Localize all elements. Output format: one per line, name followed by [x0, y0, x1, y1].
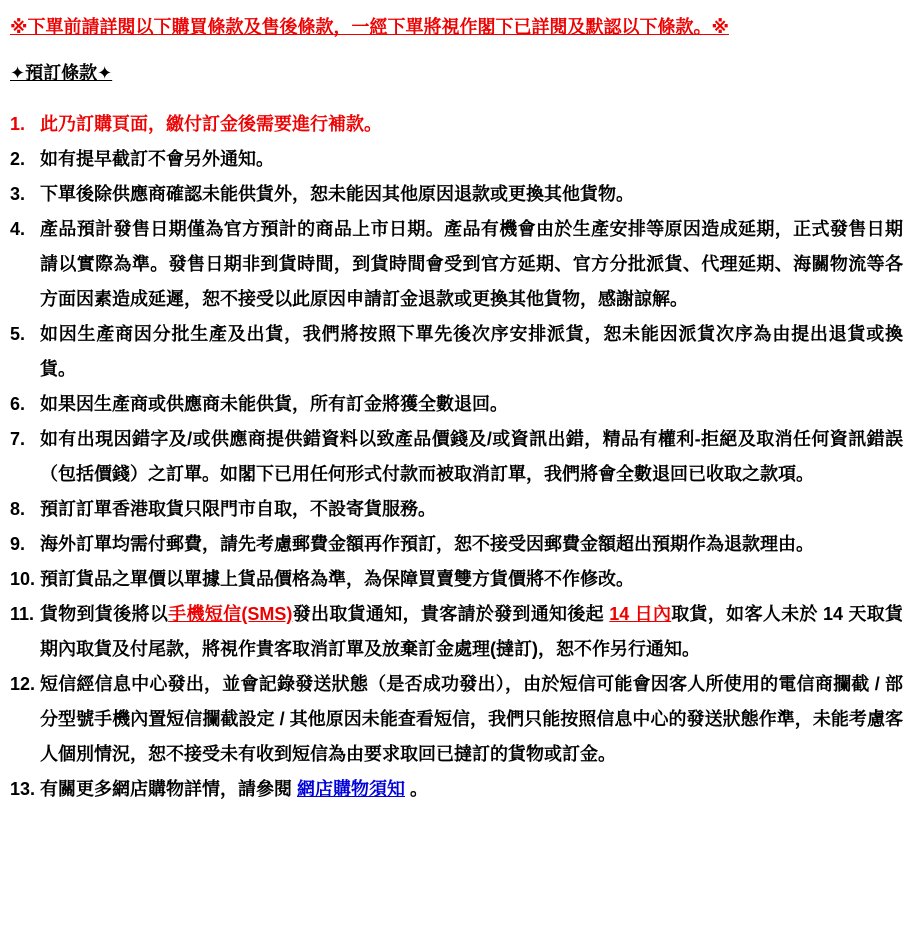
- term-text: 預訂貨品之單價以單據上貨品價格為準，為保障買賣雙方貨價將不作修改。: [40, 569, 634, 589]
- term-text: 海外訂單均需付郵費，請先考慮郵費金額再作預訂，恕不接受因郵費金額超出預期作為退款理由。: [40, 534, 814, 554]
- term-item: [10, 317, 903, 387]
- term-text: 如有提早截訂不會另外通知。: [40, 149, 274, 169]
- term-number: 11.: [10, 604, 35, 624]
- term-item: [10, 597, 903, 667]
- term-item: [10, 387, 903, 422]
- section-heading: ✦預訂條款✦: [10, 63, 113, 83]
- term-item: [10, 177, 903, 212]
- term-text: 產品預計發售日期僅為官方預計的商品上市日期。產品有機會由於生產安排等原因造成延期，正式發售日期請以實際為準。發售日期非到貨時間，到貨時間會受到官方延期、官方分批派貨、代理延期、海關物流等各方面因素造成延遲，恕不接受以此原因申請訂金退款或更換其他貨物，感謝諒解。: [40, 219, 903, 309]
- term-text: 有關更多網店購物詳情，請參閱 網店購物須知 。: [40, 779, 429, 799]
- term-text: 短信經信息中心發出，並會記錄發送狀態（是否成功發出），由於短信可能會因客人所使用的電信商攔截 / 部分型號手機內置短信攔截設定 / 其他原因未能查看短信，我們只能按照信息中心的發送狀態作準，未能考慮客人個別情況，恕不接受未有收到短信為由要求取回已撻訂的貨物或訂金。: [40, 674, 903, 764]
- term-text: 如因生產商因分批生產及出貨，我們將按照下單先後次序安排派貨，恕未能因派貨次序為由提出退貨或換貨。: [40, 324, 903, 379]
- term-number: 4.: [10, 219, 26, 239]
- term-item: [10, 667, 903, 772]
- term-number: 10.: [10, 569, 36, 589]
- term-item: [10, 107, 903, 142]
- term-number: 6.: [10, 394, 26, 414]
- term-number: 9.: [10, 534, 26, 554]
- shop-guide-link[interactable]: 網店購物須知: [297, 779, 405, 799]
- term-number: 12.: [10, 674, 36, 694]
- term-text: 貨物到貨後將以手機短信(SMS)發出取貨通知，貴客請於發到通知後起 14 日內取貨，如客人未於 14 天取貨期內取貨及付尾款，將視作貴客取消訂單及放棄訂金處理(撻訂)，恕不作另行通知。: [40, 604, 903, 659]
- sms-highlight: 手機短信(SMS): [168, 604, 293, 624]
- term-text: 下單後除供應商確認未能供貨外，恕未能因其他原因退款或更換其他貨物。: [40, 184, 634, 204]
- term-text: 此乃訂購頁面，繳付訂金後需要進行補款。: [40, 114, 382, 134]
- term-number: 2.: [10, 149, 26, 169]
- term-number: 3.: [10, 184, 26, 204]
- terms-page: [10, 14, 903, 807]
- terms-list: [10, 107, 903, 807]
- term-number: 7.: [10, 429, 26, 449]
- page-title: ※下單前請詳閱以下購買條款及售後條款，一經下單將視作閣下已詳閱及默認以下條款。※: [10, 17, 729, 37]
- term-item: [10, 772, 903, 807]
- term-text: 預訂訂單香港取貨只限門市自取，不設寄貨服務。: [40, 499, 436, 519]
- term-text: 如有出現因錯字及/或供應商提供錯資料以致產品價錢及/或資訊出錯，精品有權利-拒絕及取消任何資訊錯誤（包括價錢）之訂單。如閣下已用任何形式付款而被取消訂單，我們將會全數退回已收取之款項。: [40, 429, 903, 484]
- term-number: 13.: [10, 779, 36, 799]
- term-text: 如果因生產商或供應商未能供貨，所有訂金將獲全數退回。: [40, 394, 508, 414]
- term-number: 8.: [10, 499, 26, 519]
- pickup-deadline-highlight: 14 日內: [609, 604, 672, 624]
- term-number: 1.: [10, 114, 26, 134]
- term-item: [10, 422, 903, 492]
- term-item: [10, 142, 903, 177]
- term-item: [10, 212, 903, 317]
- term-item: [10, 527, 903, 562]
- term-item: [10, 492, 903, 527]
- term-item: [10, 562, 903, 597]
- term-number: 5.: [10, 324, 26, 344]
